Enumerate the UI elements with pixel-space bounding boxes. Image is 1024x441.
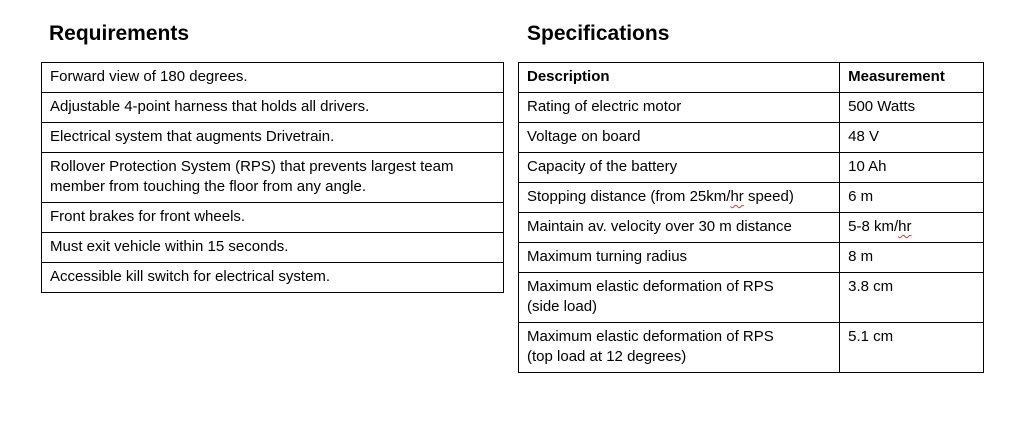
requirement-item: Front brakes for front wheels. bbox=[42, 203, 504, 233]
spec-text: (side load) bbox=[527, 298, 598, 315]
requirements-table bbox=[41, 62, 504, 293]
specifications-table bbox=[518, 62, 984, 373]
spec-text: speed) bbox=[743, 188, 794, 205]
spec-measurement: 500 Watts bbox=[840, 93, 984, 123]
spec-text: Maximum elastic deformation of RPS bbox=[527, 278, 774, 295]
spec-description bbox=[519, 323, 840, 373]
spec-measurement: 8 m bbox=[840, 243, 984, 273]
spec-measurement: 5.1 cm bbox=[840, 323, 984, 373]
spec-description: Maximum turning radius bbox=[519, 243, 840, 273]
spec-description: Rating of electric motor bbox=[519, 93, 840, 123]
table-header-row bbox=[519, 63, 984, 93]
table-row bbox=[42, 63, 504, 93]
requirement-item: Rollover Protection System (RPS) that prevents largest team member from touching the floor from any angle. bbox=[42, 153, 504, 203]
specifications-heading: Specifications bbox=[527, 22, 670, 45]
requirements-heading: Requirements bbox=[49, 22, 190, 45]
table-row bbox=[519, 123, 984, 153]
spec-measurement: 3.8 cm bbox=[840, 273, 984, 323]
requirement-item: Electrical system that augments Drivetrain. bbox=[42, 123, 504, 153]
table-row bbox=[519, 183, 984, 213]
column-header-measurement: Measurement bbox=[840, 63, 984, 93]
table-row bbox=[42, 123, 504, 153]
table-row bbox=[519, 243, 984, 273]
spec-text: Stopping distance (from 25km/ bbox=[527, 188, 731, 205]
requirement-item: Accessible kill switch for electrical system. bbox=[42, 263, 504, 293]
table-row bbox=[519, 213, 984, 243]
table-row bbox=[42, 93, 504, 123]
spec-measurement: 6 m bbox=[840, 183, 984, 213]
spec-measurement bbox=[840, 213, 984, 243]
spellcheck-flagged-text: hr bbox=[730, 188, 744, 205]
requirement-item: Must exit vehicle within 15 seconds. bbox=[42, 233, 504, 263]
table-row bbox=[519, 153, 984, 183]
spec-description bbox=[519, 273, 840, 323]
spec-text: (top load at 12 degrees) bbox=[527, 348, 687, 365]
table-row bbox=[42, 153, 504, 203]
spec-text: 5-8 km/ bbox=[848, 218, 899, 235]
table-row bbox=[42, 233, 504, 263]
spec-description bbox=[519, 183, 840, 213]
table-row bbox=[519, 93, 984, 123]
table-row bbox=[42, 203, 504, 233]
spec-measurement: 48 V bbox=[840, 123, 984, 153]
spellcheck-flagged-text: hr bbox=[898, 218, 912, 235]
spec-description: Voltage on board bbox=[519, 123, 840, 153]
spec-description: Capacity of the battery bbox=[519, 153, 840, 183]
requirement-item: Adjustable 4-point harness that holds all drivers. bbox=[42, 93, 504, 123]
table-row bbox=[519, 273, 984, 323]
table-row bbox=[42, 263, 504, 293]
spec-measurement: 10 Ah bbox=[840, 153, 984, 183]
table-row bbox=[519, 323, 984, 373]
spec-text: Maximum elastic deformation of RPS bbox=[527, 328, 774, 345]
requirement-item: Forward view of 180 degrees. bbox=[42, 63, 504, 93]
spec-description: Maintain av. velocity over 30 m distance bbox=[519, 213, 840, 243]
column-header-description: Description bbox=[519, 63, 840, 93]
